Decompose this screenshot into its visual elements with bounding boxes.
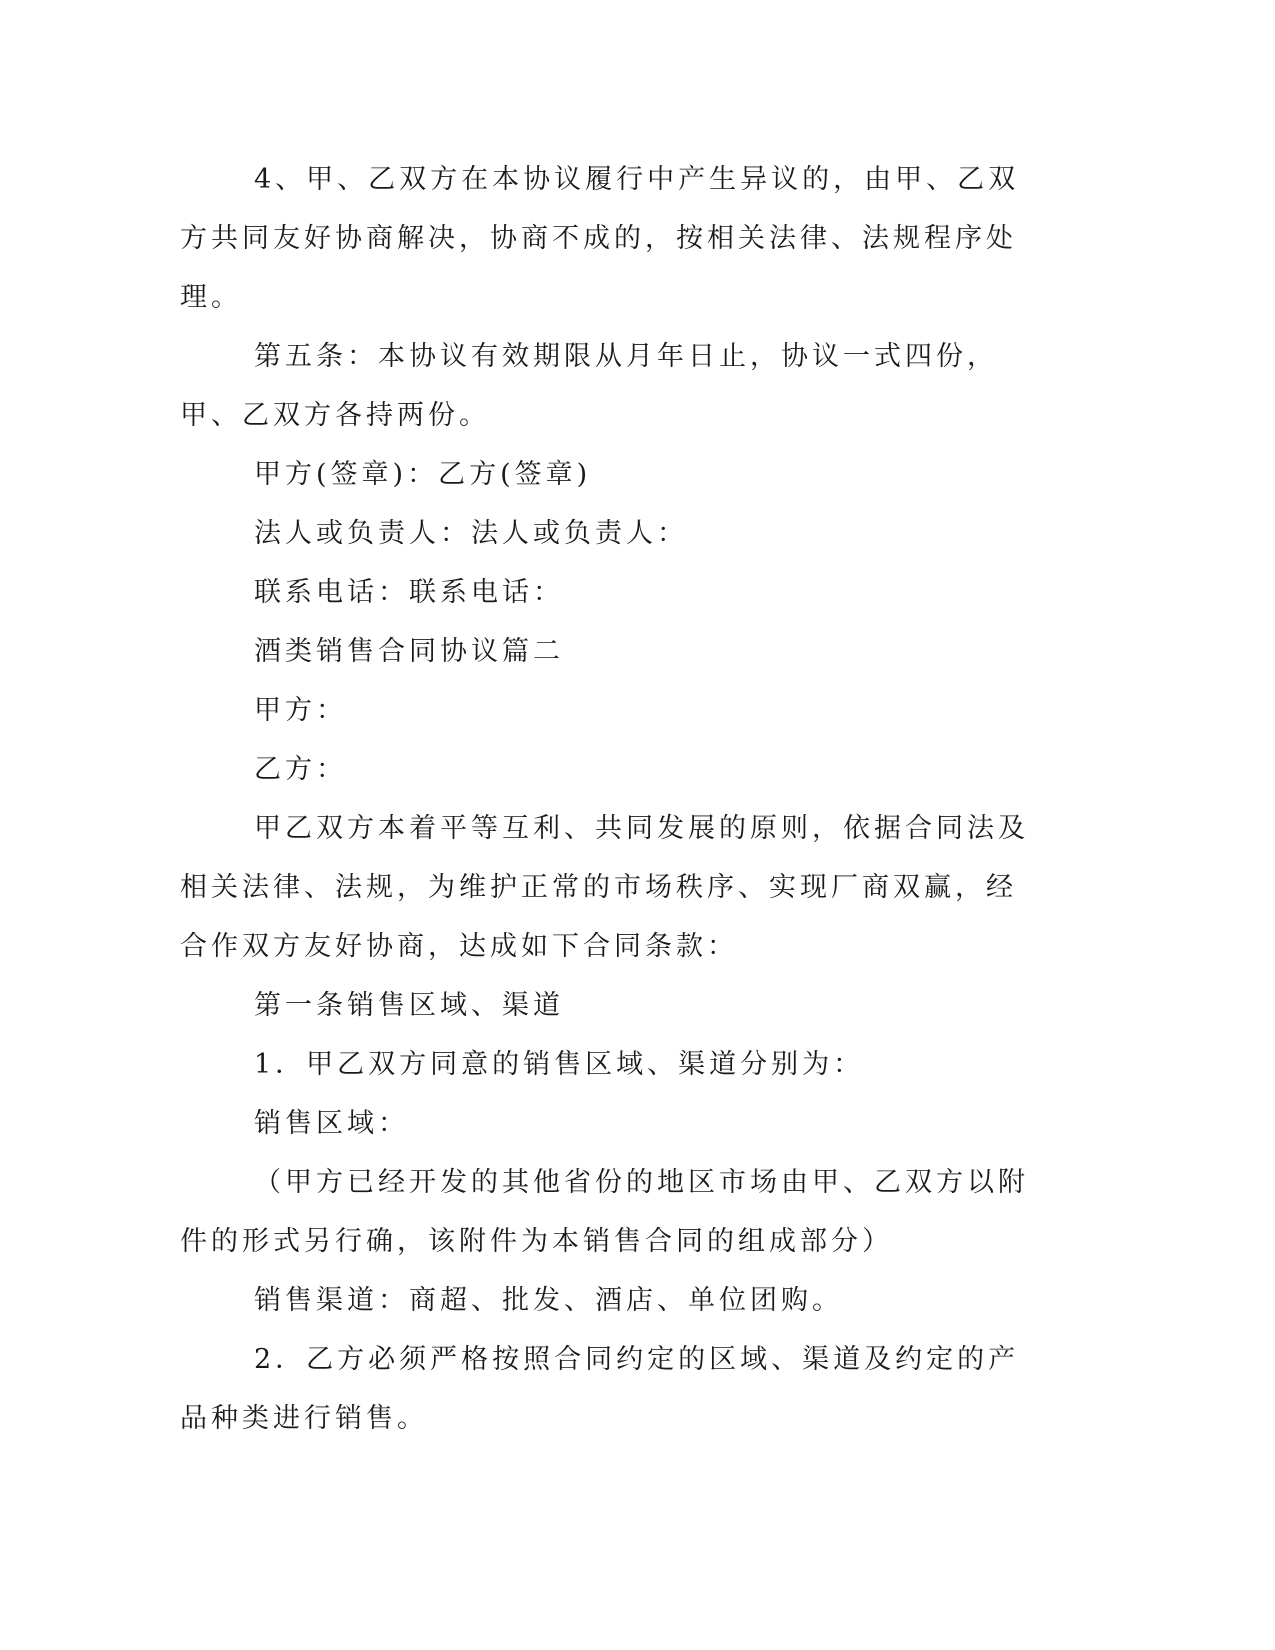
paragraph-legal-representative: 法人或负责人：法人或负责人：	[254, 518, 688, 549]
paragraph-region-note: （甲方已经开发的其他省份的地区市场由甲、乙双方以附件的形式另行确，该附件为本销售合同的组成部分）	[180, 1167, 1029, 1257]
paragraph-signature: 甲方(签章)：乙方(签章)	[254, 459, 592, 490]
paragraph-clause-1: 1．甲乙双方同意的销售区域、渠道分别为：	[254, 1049, 865, 1080]
paragraph-contact-phone: 联系电话：联系电话：	[254, 577, 564, 608]
paragraph-party-a: 甲方：	[254, 695, 347, 726]
paragraph-clause-2: 2．乙方必须严格按照合同约定的区域、渠道及约定的产品种类进行销售。	[180, 1344, 1020, 1434]
paragraph-article-five: 第五条：本协议有效期限从月年日止，协议一式四份，甲、乙双方各持两份。	[180, 341, 998, 431]
document-page	[180, 150, 1040, 1448]
paragraph-sales-region: 销售区域：	[254, 1108, 409, 1139]
section-title-part-two: 酒类销售合同协议篇二	[254, 636, 564, 667]
paragraph-party-b: 乙方：	[254, 754, 347, 785]
paragraph-sales-channel: 销售渠道：商超、批发、酒店、单位团购。	[254, 1285, 843, 1316]
paragraph-dispute-resolution: 4、甲、乙双方在本协议履行中产生异议的，由甲、乙双方共同友好协商解决，协商不成的，按相关法律、法规程序处理。	[180, 164, 1020, 313]
heading-article-one: 第一条销售区域、渠道	[254, 990, 564, 1021]
paragraph-preamble: 甲乙双方本着平等互利、共同发展的原则，依据合同法及相关法律、法规，为维护正常的市场秩序、实现厂商双赢，经合作双方友好协商，达成如下合同条款：	[180, 813, 1029, 962]
